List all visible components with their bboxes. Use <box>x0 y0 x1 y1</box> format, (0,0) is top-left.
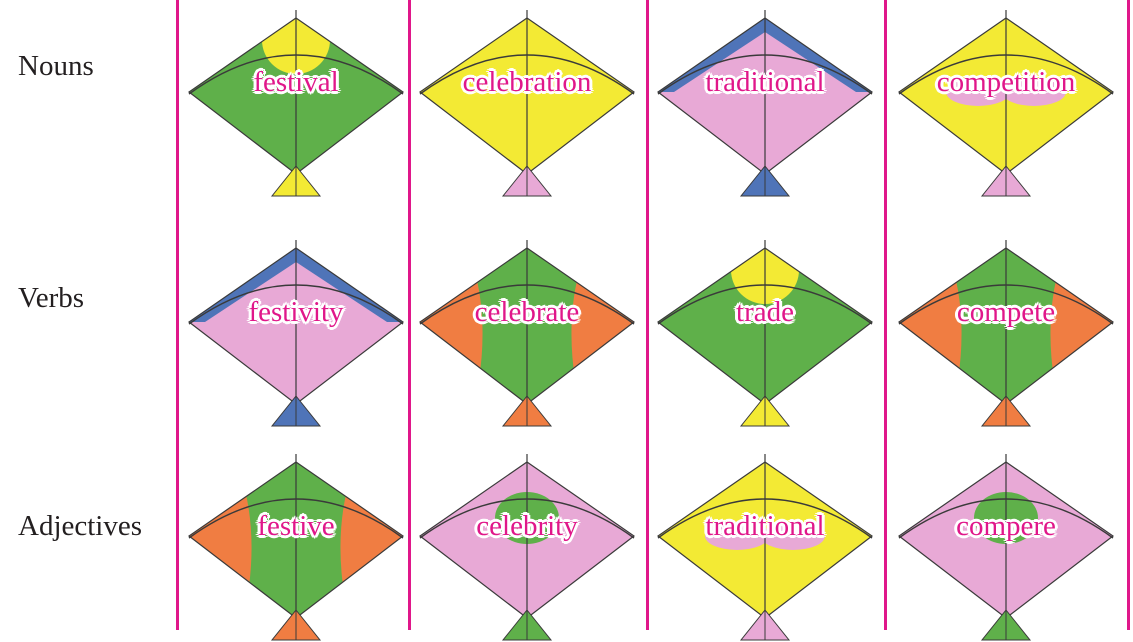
kite-celebration <box>416 6 638 198</box>
kite-celebrity <box>416 450 638 642</box>
kite-drawing <box>185 236 407 428</box>
kite-word: festival <box>253 66 339 98</box>
kite-drawing <box>654 236 876 428</box>
kite-compete <box>895 236 1117 428</box>
kite-word: festive <box>257 510 335 542</box>
kite-drawing <box>416 6 638 198</box>
kite-word: celebrity <box>476 510 578 542</box>
kite-word: trade <box>736 296 794 328</box>
kite-word: celebrate <box>474 296 580 328</box>
kite-compere <box>895 450 1117 642</box>
kite-drawing <box>654 450 876 642</box>
row-label-adjectives: Adjectives <box>18 510 143 542</box>
kite-drawing <box>895 6 1117 198</box>
kite-drawing <box>185 450 407 642</box>
kite-festive <box>185 450 407 642</box>
kite-word: traditional <box>705 510 825 542</box>
kite-drawing <box>895 450 1117 642</box>
column-divider <box>176 0 179 630</box>
kite-word: compere <box>956 510 1056 542</box>
kite-drawing <box>185 6 407 198</box>
kite-word: festivity <box>248 296 344 328</box>
kite-trade <box>654 236 876 428</box>
kite-festivity <box>185 236 407 428</box>
kite-word: competition <box>936 66 1076 98</box>
kite-competition <box>895 6 1117 198</box>
column-divider <box>646 0 649 630</box>
column-divider <box>884 0 887 630</box>
kite-drawing <box>654 6 876 198</box>
kite-word: traditional <box>705 66 825 98</box>
kite-word: celebration <box>462 66 592 98</box>
kite-traditional <box>654 6 876 198</box>
row-label-nouns: Nouns <box>18 50 94 82</box>
kite-drawing <box>416 450 638 642</box>
column-divider <box>408 0 411 630</box>
kite-drawing <box>416 236 638 428</box>
column-divider <box>1127 0 1130 630</box>
kite-festival <box>185 6 407 198</box>
row-label-verbs: Verbs <box>18 282 85 314</box>
kite-drawing <box>895 236 1117 428</box>
kite-word: compete <box>956 296 1056 328</box>
kite-traditional <box>654 450 876 642</box>
kite-celebrate <box>416 236 638 428</box>
